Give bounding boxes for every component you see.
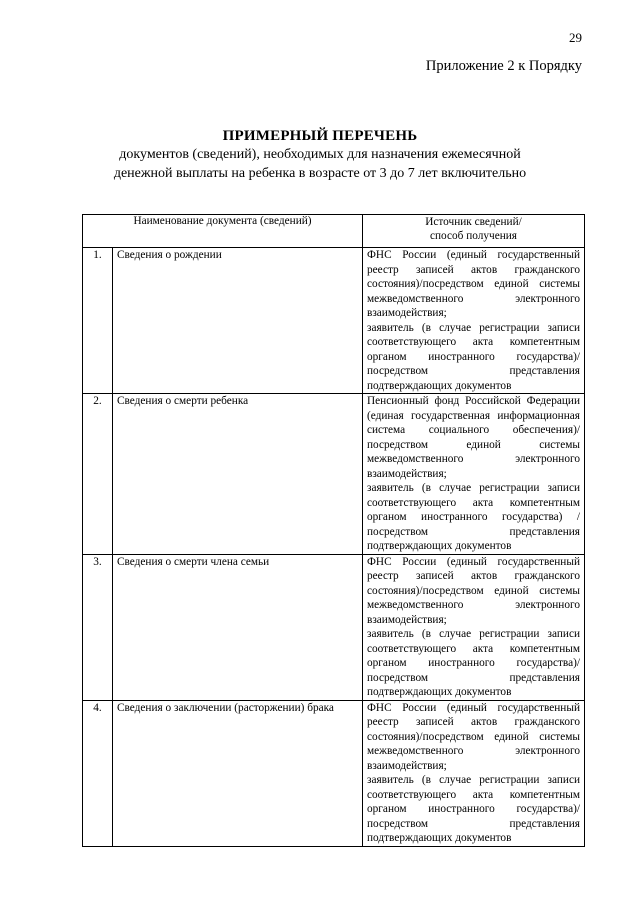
document-subtitle-line1: документов (сведений), необходимых для назначения ежемесячной [119,147,521,162]
row-document-name: Сведения о смерти члена семьи [113,554,363,700]
page-number: 29 [569,30,582,45]
row-document-name: Сведения о заключении (расторжении) брака [113,700,363,846]
header-source-line2: способ получения [429,230,518,242]
row-number: 1. [83,248,113,394]
row-number: 3. [83,554,113,700]
document-subtitle-line2: денежной выплаты на ребенка в возрасте от 3 до 7 лет включительно [113,166,527,181]
row-source-paragraph: заявитель (в случае регистрации записи соответствующего акта компетентным органом иностранного государства)/посредством представления подтверждающих документов [367,774,580,844]
header-source-line1: Источник сведений/ [425,216,522,228]
row-source [363,248,585,394]
row-source-paragraph: ФНС России (единый государственный реестр записей актов гражданского состояния)/посредством единой системы межведомственного электронного взаимодействия; [367,249,580,319]
row-number: 2. [83,394,113,555]
documents-table [82,214,585,847]
row-document-name: Сведения о смерти ребенка [113,394,363,555]
table-row [83,248,585,394]
row-document-name: Сведения о рождении [113,248,363,394]
row-source-paragraph: заявитель (в случае регистрации записи соответствующего акта компетентным органом иностранного государства)/посредством представления подтверждающих документов [367,628,580,698]
header-document-name: Наименование документа (сведений) [83,215,363,248]
row-source-paragraph: ФНС России (единый государственный реестр записей актов гражданского состояния)/посредством единой системы межведомственного электронного взаимодействия; [367,555,580,626]
row-number: 4. [83,700,113,846]
document-title: ПРИМЕРНЫЙ ПЕРЕЧЕНЬ [222,128,418,144]
title-block [0,128,640,183]
row-source-paragraph: Пенсионный фонд Российской Федерации (единая государственная информационная система социального обеспечения)/посредством единой системы межведомственного электронного взаимодействия; [367,395,580,480]
row-source-paragraph: заявитель (в случае регистрации записи соответствующего акта компетентным органом иностранного государства) / посредством представления подтверждающих документов [367,482,580,552]
row-source-paragraph: заявитель (в случае регистрации записи соответствующего акта компетентным органом иностранного государства)/посредством представления подтверждающих документов [367,321,580,392]
row-source [363,700,585,846]
row-source-paragraph: ФНС России (единый государственный реестр записей актов гражданского состояния)/посредством единой системы межведомственного электронного взаимодействия; [367,701,580,772]
header-source [363,215,585,248]
row-source [363,554,585,700]
table-header-row [83,215,585,248]
table-row [83,700,585,846]
table-row [83,394,585,555]
table-row [83,554,585,700]
appendix-label: Приложение 2 к Порядку [425,58,582,74]
row-source [363,394,585,555]
